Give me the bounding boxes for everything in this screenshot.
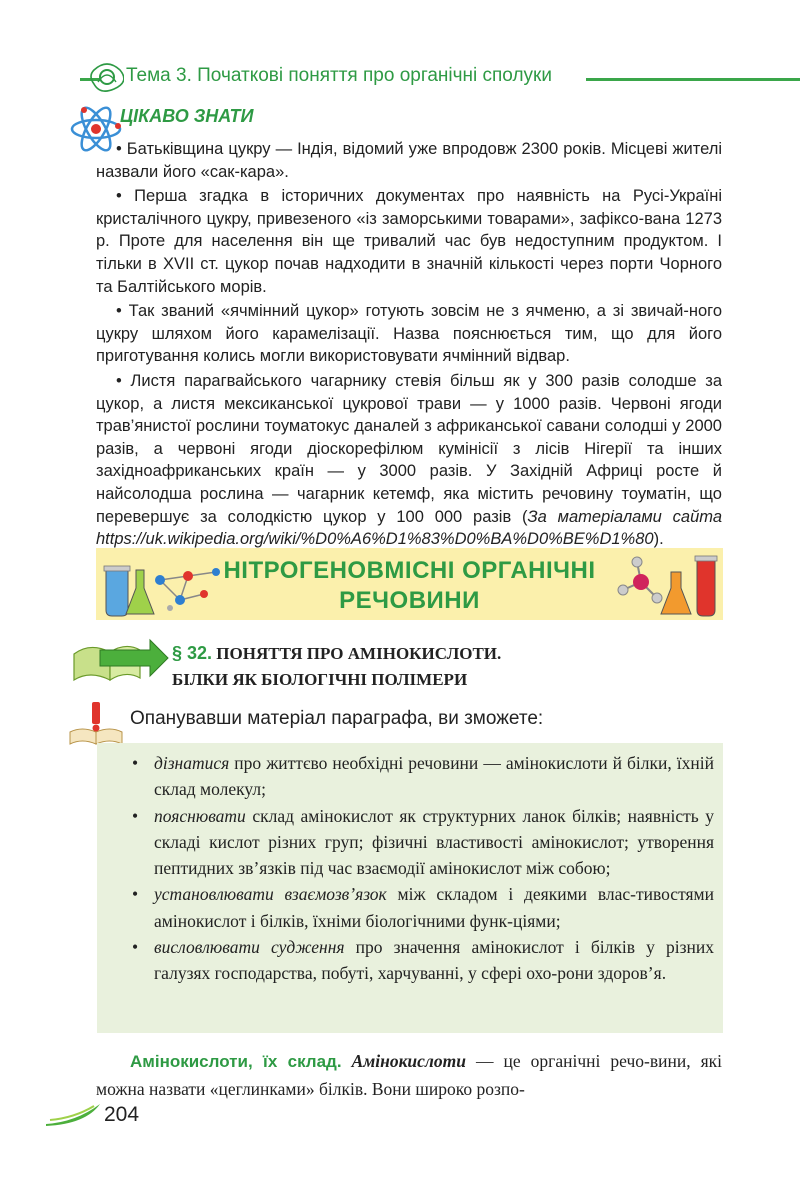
section-title [172, 640, 501, 693]
fact-paragraph: • Так званий «ячмінний цукор» готують зовсім не з ячменю, а зі звичай-ного цукру шляхом його карамелізації. Назва пояснюється тим, що для його приготування колись могли використовувати ячмінний відвар. [96, 302, 722, 366]
running-header [80, 62, 800, 92]
body-paragraph [96, 1048, 722, 1102]
chapter-banner [96, 548, 723, 620]
goal-verb: пояснювати [154, 805, 246, 826]
fact-paragraph: • Перша згадка в історичних документах про наявність на Русі-Україні кристалічного цукру, привезеного «із заморськими товарами», зафіксо-вана 1273 р. Проте для населення він ще тривалий час був недоступним продуктом. І тільки в XVII ст. цукор почав надходити в значній кількості через порти Чорного та Балтійського морів. [96, 187, 722, 296]
exclamation-book-icon [68, 700, 124, 746]
section-title-line1 [172, 640, 501, 667]
fact-box-title: ЦІКАВО ЗНАТИ [120, 106, 254, 126]
section-title-text: ПОНЯТТЯ ПРО АМІНОКИСЛОТИ. [216, 644, 502, 663]
goal-text: про значення амінокислот і білків у різних галузях господарства, побуті, харчуванні, у сфері охо-рони здоров’я. [154, 937, 715, 984]
header-rule-right [586, 78, 800, 81]
goal-verb: установлювати взаємозв’язок [154, 884, 387, 905]
goal-text: про життєво необхідні речовини — амінокислоти й білки, їхній склад молекул; [154, 753, 714, 800]
fact-paragraph-last [96, 370, 722, 551]
goals-list [130, 750, 714, 987]
list-item [130, 750, 714, 803]
section-number: § 32. [172, 643, 213, 663]
goal-verb: висловлювати судження [154, 937, 345, 958]
fact-paragraph-text: • Листя парагвайського чагарнику стевія більш як у 300 разів солодше за цукор, а листя мексиканської цукрової трави — у 1000 разів. Червоні ягоди трав’янистої рослини тоуматокус даналей з африканської савани солодші у 2000 разів, а червоні ягоди діоскорефілюм кумінісії з лісів Нігерії та інших західноафриканських країн — у 3000 разів. У Західній Африці росте й найсолодша рослина — чагарник кетемф, яка містить речовину тоуматін, що перевершує за солодкістю цукор у 100 000 разів ( [96, 371, 722, 526]
green-swoosh-icon [46, 1102, 102, 1126]
page-number: 204 [104, 1103, 140, 1126]
list-item [130, 803, 714, 882]
goal-text: склад амінокислот як структурних ланок білків; наявність у складі кислот різних груп; фізичні властивості амінокислот; утворення пептидних зв’язків під час взаємодії амінокислот між собою; [154, 805, 714, 879]
list-item [130, 934, 714, 987]
molecule-flasks-icon [615, 550, 719, 618]
banner-title-line1: НІТРОГЕНОВМІСНІ ОРГАНІЧНІ [223, 557, 596, 584]
book-arrow-icon [70, 628, 170, 686]
defined-term: Амінокислоти [351, 1051, 467, 1071]
source-citation: За матеріалами сайта https://uk.wikipedia.org/wiki/%D0%A6%D1%83%D0%BA%D0%BE%D1%80 [96, 507, 722, 549]
section-title-line2: БІЛКИ ЯК БІОЛОГІЧНІ ПОЛІМЕРИ [172, 670, 468, 689]
fact-box-text [96, 138, 722, 553]
goals-intro: Опанувавши матеріал параграфа, ви зможете: [130, 708, 544, 729]
source-close: ). [653, 530, 664, 549]
fact-paragraph: • Батьківщина цукру — Індія, відомий уже впродовж 2300 років. Місцеві жителі назвали його «сак-кара». [96, 140, 722, 181]
body-text: — це органічні речо-вини, які можна назвати «цеглинками» білків. Вони широко розпо- [96, 1051, 722, 1099]
goal-text: між складом і деякими влас-тивостями амінокислот і білків, їхніми біологічними функ-ціями; [154, 884, 714, 931]
molecule-leaf-icon [90, 62, 124, 92]
subsection-lead: Амінокислоти, їх склад. [130, 1052, 342, 1071]
header-title: Тема 3. Початкові поняття про органічні сполуки [126, 65, 552, 86]
goal-verb: дізнатися [154, 753, 230, 773]
list-item [130, 881, 714, 934]
banner-title-line2: РЕЧОВИНИ [339, 587, 480, 614]
